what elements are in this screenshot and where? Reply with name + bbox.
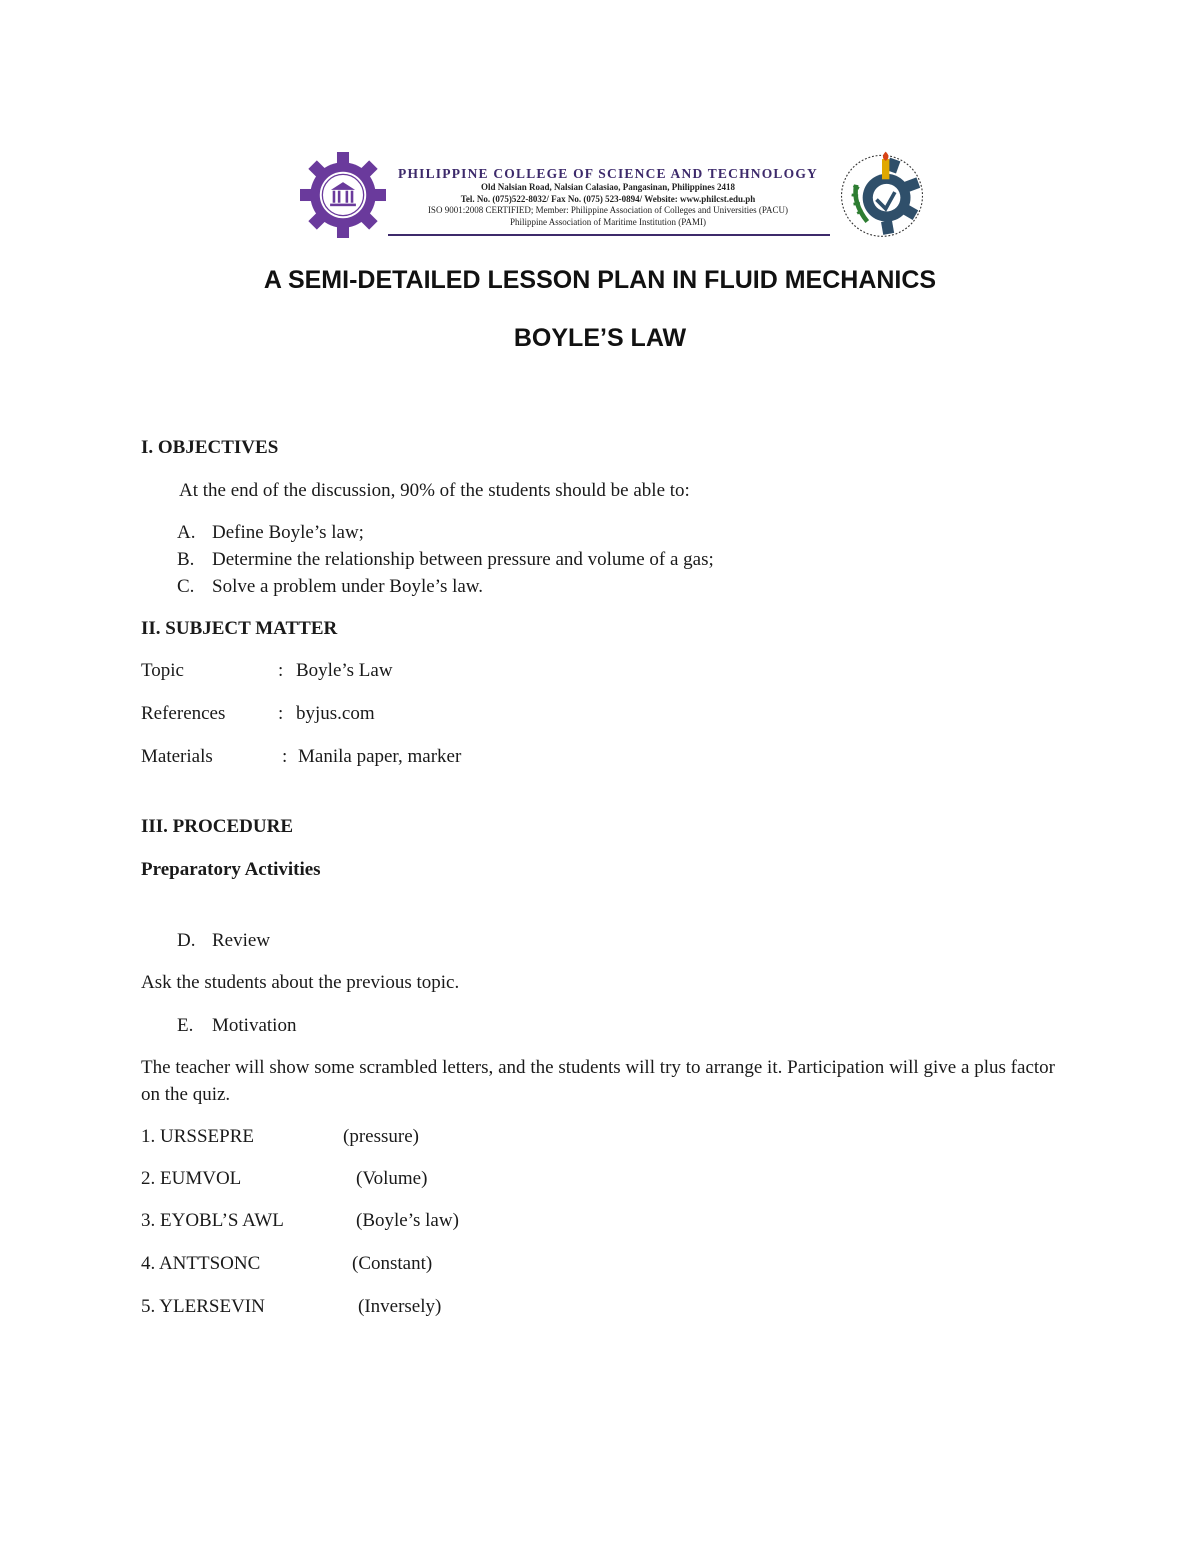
objectives-heading: I. OBJECTIVES (141, 437, 279, 458)
scrambled-answer: (Inversely) (358, 1296, 442, 1317)
scrambled-word: 5. YLERSEVIN (141, 1296, 265, 1317)
subject-value-topic: Boyle’s Law (296, 660, 393, 681)
objective-item-a: Define Boyle’s law; (212, 522, 364, 543)
objective-item-c: Solve a problem under Boyle’s law. (212, 576, 484, 597)
subject-separator: : (282, 746, 288, 767)
scrambled-answer: (Boyle’s law) (356, 1210, 459, 1231)
motivation-label: Motivation (212, 1015, 297, 1036)
subject-value-materials: Manila paper, marker (298, 746, 462, 767)
objective-letter-c: C. (177, 576, 195, 597)
subject-value-references: byjus.com (296, 703, 375, 724)
subject-separator: : (278, 660, 284, 681)
preparatory-activities-heading: Preparatory Activities (141, 859, 321, 880)
page-subtitle: BOYLE’S LAW (513, 324, 687, 352)
objectives-intro: At the end of the discussion, 90% of the students should be able to: (179, 480, 690, 501)
subject-label-topic: Topic (141, 660, 184, 681)
procedure-heading: III. PROCEDURE (141, 816, 294, 837)
school-certification: ISO 9001:2008 CERTIFIED; Member: Philippine Association of Colleges and Universities (PACU) (427, 205, 789, 215)
motivation-text: The teacher will show some scrambled letters, and the students will try to arrange it. Participation will give a plus factor on the quiz. (141, 1057, 1055, 1105)
review-label: Review (212, 930, 271, 951)
subject-label-references: References (141, 703, 226, 724)
scrambled-word: 4. ANTTSONC (141, 1253, 261, 1274)
school-address: Old Nalsian Road, Nalsian Calasiao, Pangasinan, Philippines 2418 (480, 182, 736, 192)
letterhead (296, 148, 936, 248)
objective-letter-b: B. (177, 549, 195, 570)
page-title: A SEMI-DETAILED LESSON PLAN IN FLUID MECHANICS (263, 266, 937, 294)
subject-matter-heading: II. SUBJECT MATTER (141, 618, 338, 639)
scrambled-answer: (Constant) (352, 1253, 433, 1274)
school-info (388, 166, 828, 228)
scrambled-answer: (Volume) (356, 1168, 428, 1189)
review-text: Ask the students about the previous topic. (141, 972, 460, 993)
scrambled-word: 2. EUMVOL (141, 1168, 242, 1189)
motivation-letter: E. (177, 1015, 194, 1036)
subject-label-materials: Materials (141, 746, 213, 767)
seal-gear-logo-icon (836, 148, 928, 240)
objective-letter-a: A. (177, 522, 196, 543)
letterhead-rule (388, 234, 830, 236)
school-name: PHILIPPINE COLLEGE OF SCIENCE AND TECHNOLOGY (398, 166, 818, 181)
review-letter: D. (177, 930, 196, 951)
scrambled-answer: (pressure) (343, 1126, 419, 1147)
school-association: Philippine Association of Maritime Institution (PAMI) (510, 216, 706, 227)
scrambled-word: 1. URSSEPRE (141, 1126, 254, 1147)
college-gear-logo-icon (300, 152, 386, 238)
school-contact: Tel. No. (075)522-8032/ Fax No. (075) 523-0894/ Website: www.philcst.edu.ph (460, 193, 756, 204)
subject-separator: : (278, 703, 284, 724)
scrambled-word: 3. EYOBL’S AWL (141, 1210, 284, 1231)
objective-item-b: Determine the relationship between pressure and volume of a gas; (212, 549, 714, 570)
